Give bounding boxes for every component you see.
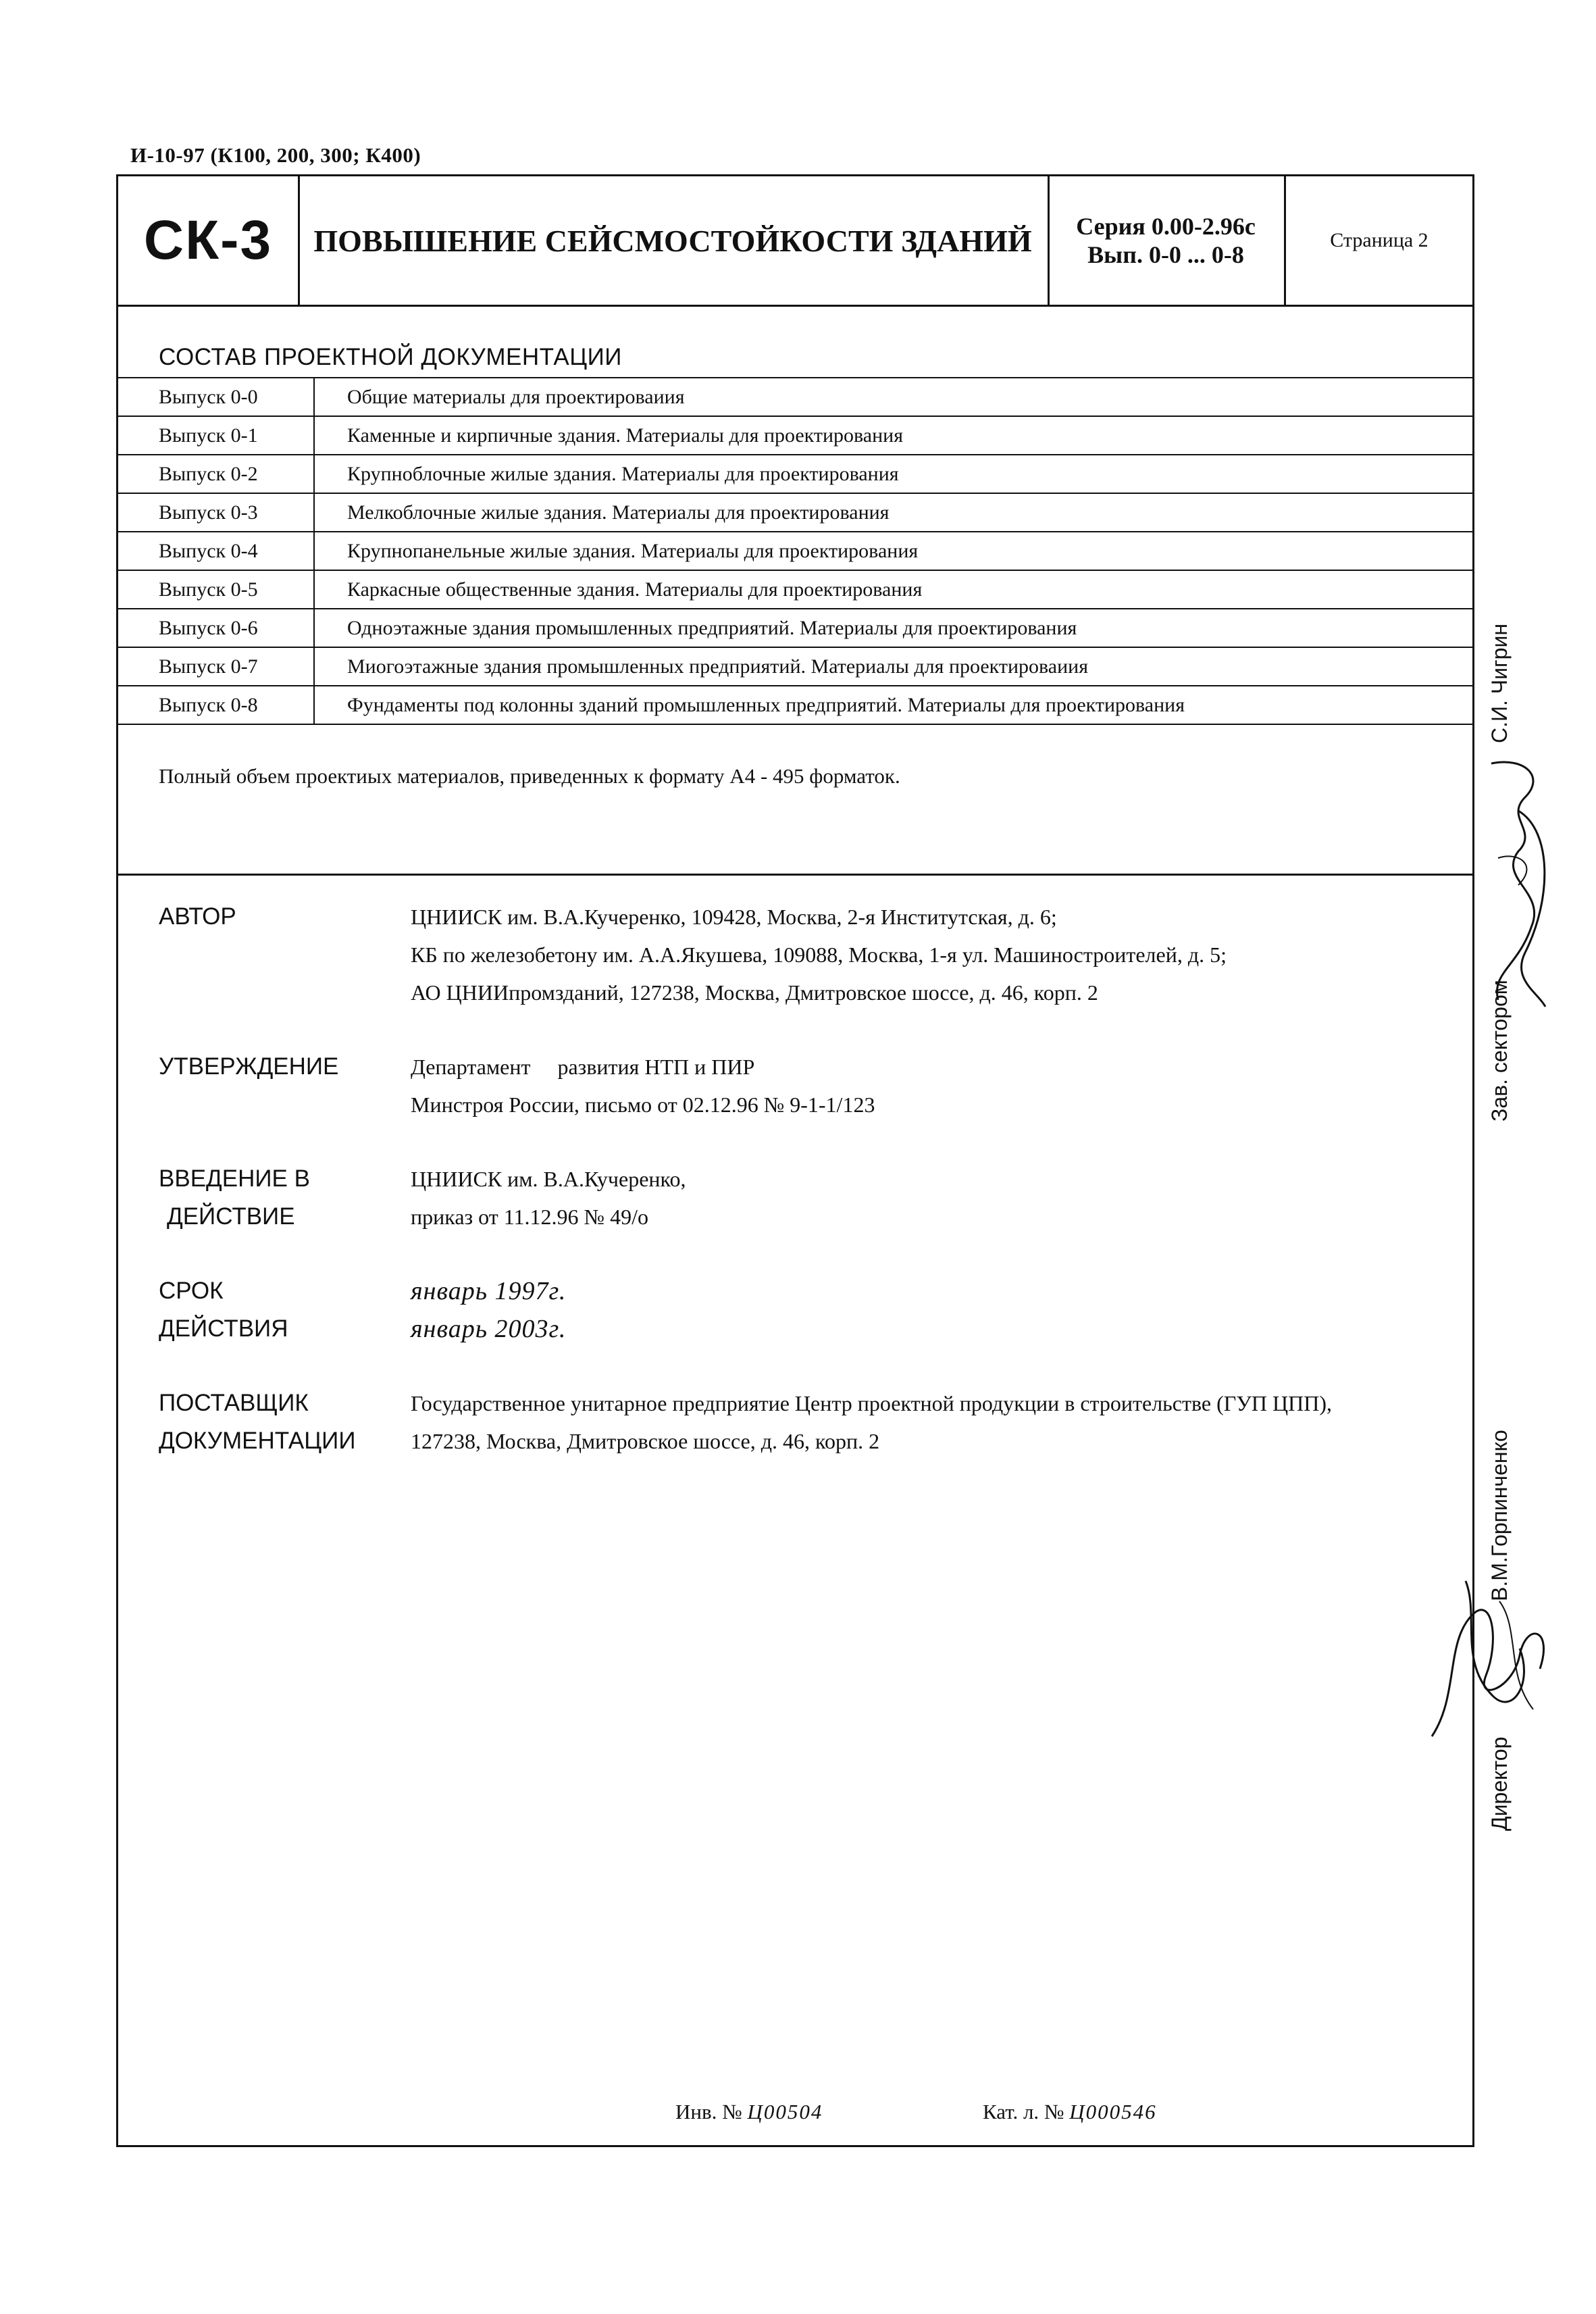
page-number: Страница 2 <box>1330 229 1428 251</box>
approval-label: УТВЕРЖДЕНИЕ <box>159 1053 339 1080</box>
supplier-line: 127238, Москва, Дмитровское шоссе, д. 46, корп. 2 <box>411 1429 880 1453</box>
document-code: И-10-97 (К100, 200, 300; К400) <box>130 143 421 167</box>
table-row <box>118 455 1472 493</box>
requisites-table <box>159 898 1332 1460</box>
enactment-line: ЦНИИСК им. В.А.Кучеренко, <box>411 1167 686 1191</box>
validity-label: СРОК <box>159 1278 224 1304</box>
table-row <box>118 378 1472 416</box>
section-rule <box>118 874 1472 876</box>
table-row <box>118 647 1472 686</box>
approval-row <box>159 1048 1332 1124</box>
header-divider <box>298 176 300 305</box>
issue-number: Выпуск 0-6 <box>118 609 314 647</box>
enactment-row <box>159 1160 1332 1236</box>
validity-start: январь 1997г. <box>411 1277 567 1305</box>
series-cell <box>1048 176 1284 305</box>
supplier-label: ДОКУМЕНТАЦИИ <box>159 1428 356 1454</box>
sheet-title: ПОВЫШЕНИЕ СЕЙСМОСТОЙКОСТИ ЗДАНИЙ <box>313 223 1032 258</box>
enactment-label: ДЕЙСТВИЕ <box>167 1203 295 1230</box>
sheet-code: СК-3 <box>143 209 273 271</box>
author-line: ЦНИИСК им. В.А.Кучеренко, 109428, Москва, 2-я Институтская, д. 6; <box>411 905 1057 929</box>
issue-number: Выпуск 0-1 <box>118 416 314 455</box>
author-label: АВТОР <box>159 903 236 930</box>
issue-number: Выпуск 0-7 <box>118 647 314 686</box>
signatory-name: В.М.Горпинченко <box>1487 1430 1512 1601</box>
supplier-label: ПОСТАВЩИК <box>159 1390 309 1416</box>
inventory-value: Ц00504 <box>747 2100 823 2123</box>
issue-number: Выпуск 0-3 <box>118 493 314 532</box>
table-row <box>118 609 1472 647</box>
issue-number: Выпуск 0-0 <box>118 378 314 416</box>
inventory-number <box>675 2100 823 2124</box>
issues-table <box>118 377 1472 725</box>
issue-description: Каменные и кирпичные здания. Материалы для проектирования <box>314 416 1472 455</box>
table-row <box>118 570 1472 609</box>
approval-line: Департамент развития НТП и ПИР <box>411 1055 755 1079</box>
issue-description: Одноэтажные здания промышленных предприятий. Материалы для проектирования <box>314 609 1472 647</box>
issue-description: Каркасные общественные здания. Материалы для проектирования <box>314 570 1472 609</box>
issue-description: Миогоэтажные здания промышленных предприятий. Материалы для проектироваиия <box>314 647 1472 686</box>
supplier-line: Государственное унитарное предприятие Центр проектной продукции в строительстве (ГУП ЦПП), <box>411 1391 1332 1415</box>
issue-description: Крупнопанельные жилые здания. Материалы для проектирования <box>314 532 1472 570</box>
document-frame <box>116 174 1474 2147</box>
catalog-value: Ц000546 <box>1069 2100 1157 2123</box>
signatory-role: Зав. сектором <box>1487 980 1512 1122</box>
author-line: КБ по железобетону им. А.А.Якушева, 109088, Москва, 1-я ул. Машиностроителей, д. 5; <box>411 942 1227 967</box>
handwritten-signature <box>1418 1561 1560 1763</box>
series-number: Серия 0.00-2.96с <box>1076 213 1256 240</box>
issue-description: Фундаменты под колонны зданий промышленных предприятий. Материалы для проектирования <box>314 686 1472 724</box>
issue-number: Выпуск 0-5 <box>118 570 314 609</box>
handwritten-signature <box>1478 750 1559 1020</box>
validity-row <box>159 1272 1332 1348</box>
signatory-role: Директор <box>1487 1736 1512 1831</box>
validity-end: январь 2003г. <box>411 1315 567 1343</box>
author-line: АО ЦНИИпромзданий, 127238, Москва, Дмитровское шоссе, д. 46, корп. 2 <box>411 980 1098 1005</box>
catalog-label: Кат. л. № <box>983 2100 1064 2123</box>
enactment-label: ВВЕДЕНИЕ В <box>159 1165 310 1192</box>
validity-label: ДЕЙСТВИЯ <box>159 1315 288 1342</box>
volume-note: Полный объем проектиых материалов, приведенных к формату А4 - 495 форматок. <box>159 764 900 788</box>
supplier-row <box>159 1384 1332 1460</box>
issues-range: Вып. 0-0 ... 0-8 <box>1087 241 1244 268</box>
catalog-number <box>983 2100 1157 2124</box>
table-row <box>118 493 1472 532</box>
issue-number: Выпуск 0-2 <box>118 455 314 493</box>
issue-description: Крупноблочные жилые здания. Материалы для проектирования <box>314 455 1472 493</box>
issue-description: Общие материалы для проектироваиия <box>314 378 1472 416</box>
approval-line: Минстроя России, письмо от 02.12.96 № 9-1-1/123 <box>411 1092 875 1117</box>
table-row <box>118 416 1472 455</box>
composition-title: СОСТАВ ПРОЕКТНОЙ ДОКУМЕНТАЦИИ <box>159 344 622 370</box>
issue-description: Мелкоблочные жилые здания. Материалы для проектирования <box>314 493 1472 532</box>
table-row <box>118 532 1472 570</box>
issue-number: Выпуск 0-8 <box>118 686 314 724</box>
header-divider <box>1284 176 1286 305</box>
signatory-name: С.И. Чигрин <box>1487 624 1512 743</box>
issue-number: Выпуск 0-4 <box>118 532 314 570</box>
header-rule <box>118 305 1472 307</box>
author-row <box>159 898 1332 1011</box>
header-divider <box>1048 176 1050 305</box>
enactment-line: приказ от 11.12.96 № 49/о <box>411 1205 648 1229</box>
inventory-label: Инв. № <box>675 2100 742 2123</box>
table-row <box>118 686 1472 724</box>
